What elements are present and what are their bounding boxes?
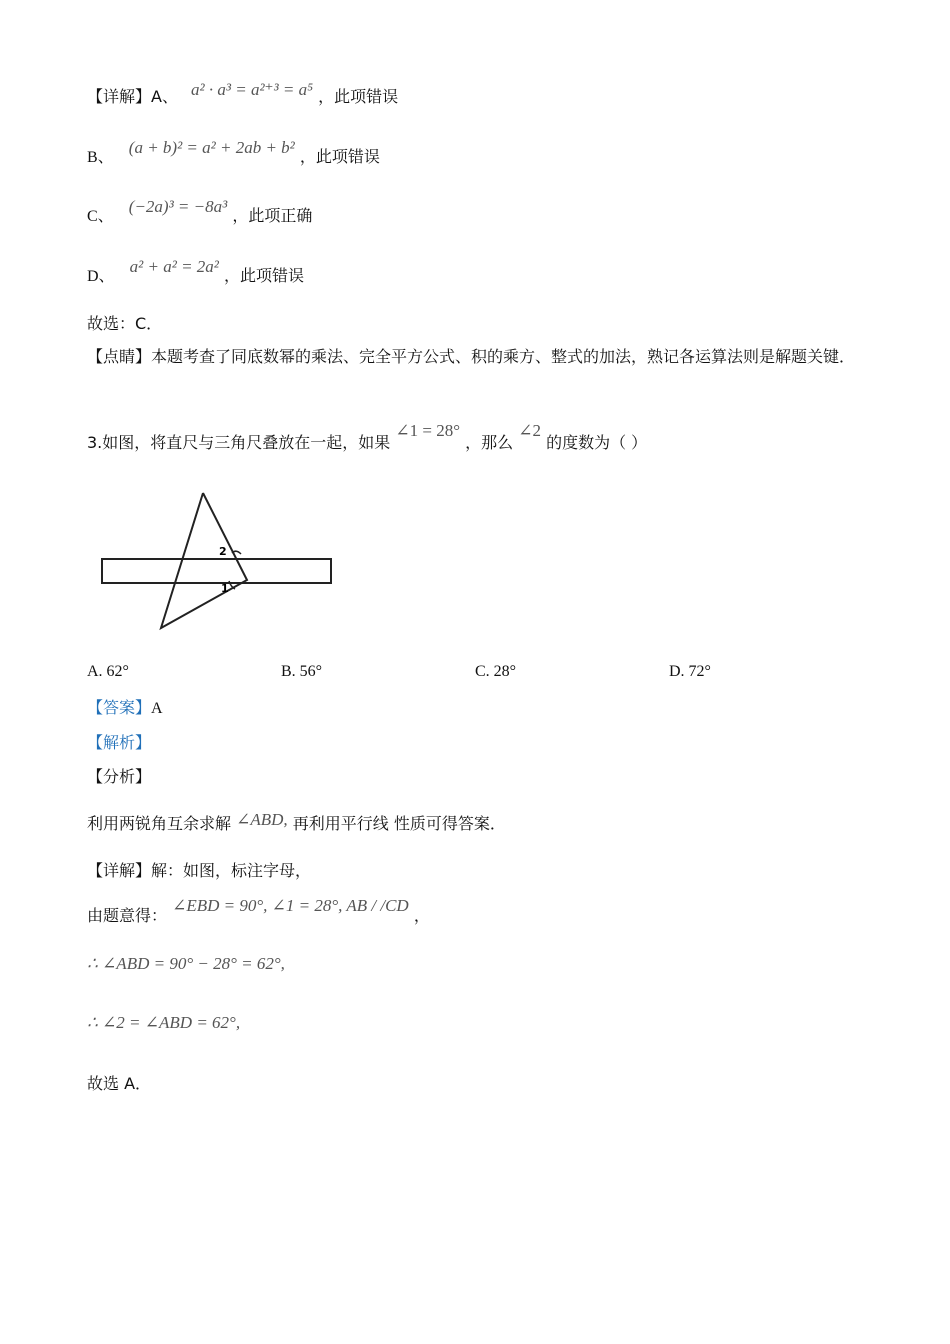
- answer-line: [87, 697, 163, 720]
- detail2-line2-suffix: ，: [413, 906, 430, 925]
- question-suffix: 的度数为（ ）: [546, 433, 648, 452]
- detail-a-math: a² · a³ = a²⁺³ = a⁵: [191, 80, 314, 99]
- question-middle: ，那么: [465, 433, 514, 452]
- ruler-triangle-figure: [95, 485, 355, 645]
- analysis-text-prefix: 利用两锐角互余求解: [87, 814, 232, 833]
- angle-label-2: 2: [219, 545, 227, 558]
- c-prefix: C、: [87, 208, 114, 225]
- option-b: B. 56°: [281, 663, 323, 680]
- choose-c: 故选：C．: [87, 314, 163, 333]
- option-a: A. 62°: [87, 663, 129, 680]
- d-prefix: D、: [87, 268, 115, 285]
- triangle: [161, 493, 247, 628]
- detail2-line5: 故选 A．: [87, 1074, 152, 1093]
- answer-tag: 【答案】: [87, 698, 152, 717]
- answer-value: A: [151, 700, 163, 717]
- detail2-line2-prefix: 由题意得：: [87, 906, 168, 925]
- angle-label-1: 1: [221, 582, 229, 595]
- b-math: (a + b)² = a² + 2ab + b²: [128, 138, 295, 157]
- analysis-text-math: ∠ABD,: [236, 810, 288, 829]
- ruler: [102, 559, 331, 583]
- analysis-tag: 【解析】: [87, 733, 152, 752]
- detail2-line2-math: ∠EBD = 90°, ∠1 = 28°, AB / /CD: [172, 896, 409, 915]
- analysis-subtag: 【分析】: [87, 767, 152, 786]
- comment-paragraph: 【点睛】本题考查了同底数幂的乘法、完全平方公式、积的乘方、整式的加法，熟记各运算法则是解题关键．: [87, 347, 856, 366]
- b-suffix: ，此项错误: [299, 147, 380, 166]
- d-math: a² + a² = 2a²: [129, 257, 219, 276]
- detail-a-prefix: 【详解】A、: [87, 87, 178, 106]
- question-angle2: ∠2: [518, 421, 541, 440]
- detail2-line2: [87, 896, 430, 927]
- option-b-line: [87, 138, 380, 169]
- c-suffix: ，此项正确: [232, 206, 313, 225]
- b-prefix: B、: [87, 149, 114, 166]
- detail2-line1: 【详解】解：如图，标注字母，: [87, 861, 312, 880]
- analysis-text: [87, 810, 506, 835]
- analysis-text-suffix: 再利用平行线 性质可得答案．: [292, 814, 506, 833]
- option-c: C. 28°: [475, 663, 517, 680]
- option-d: D. 72°: [669, 663, 711, 680]
- option-c-line: [87, 197, 313, 228]
- d-suffix: ，此项错误: [223, 266, 304, 285]
- option-d-line: [87, 257, 304, 288]
- detail-a-suffix: ，此项错误: [318, 87, 399, 106]
- question-angle1: ∠1 = 28°: [395, 421, 461, 440]
- c-math: (−2a)³ = −8a³: [128, 197, 228, 216]
- detail-a-line: [87, 80, 399, 108]
- detail2-line3: ∴ ∠ABD = 90° − 28° = 62°,: [87, 954, 285, 973]
- detail2-line4: ∴ ∠2 = ∠ABD = 62°,: [87, 1013, 241, 1032]
- question-3: [87, 421, 648, 454]
- question-prefix: 3.如图，将直尺与三角尺叠放在一起，如果: [87, 433, 391, 452]
